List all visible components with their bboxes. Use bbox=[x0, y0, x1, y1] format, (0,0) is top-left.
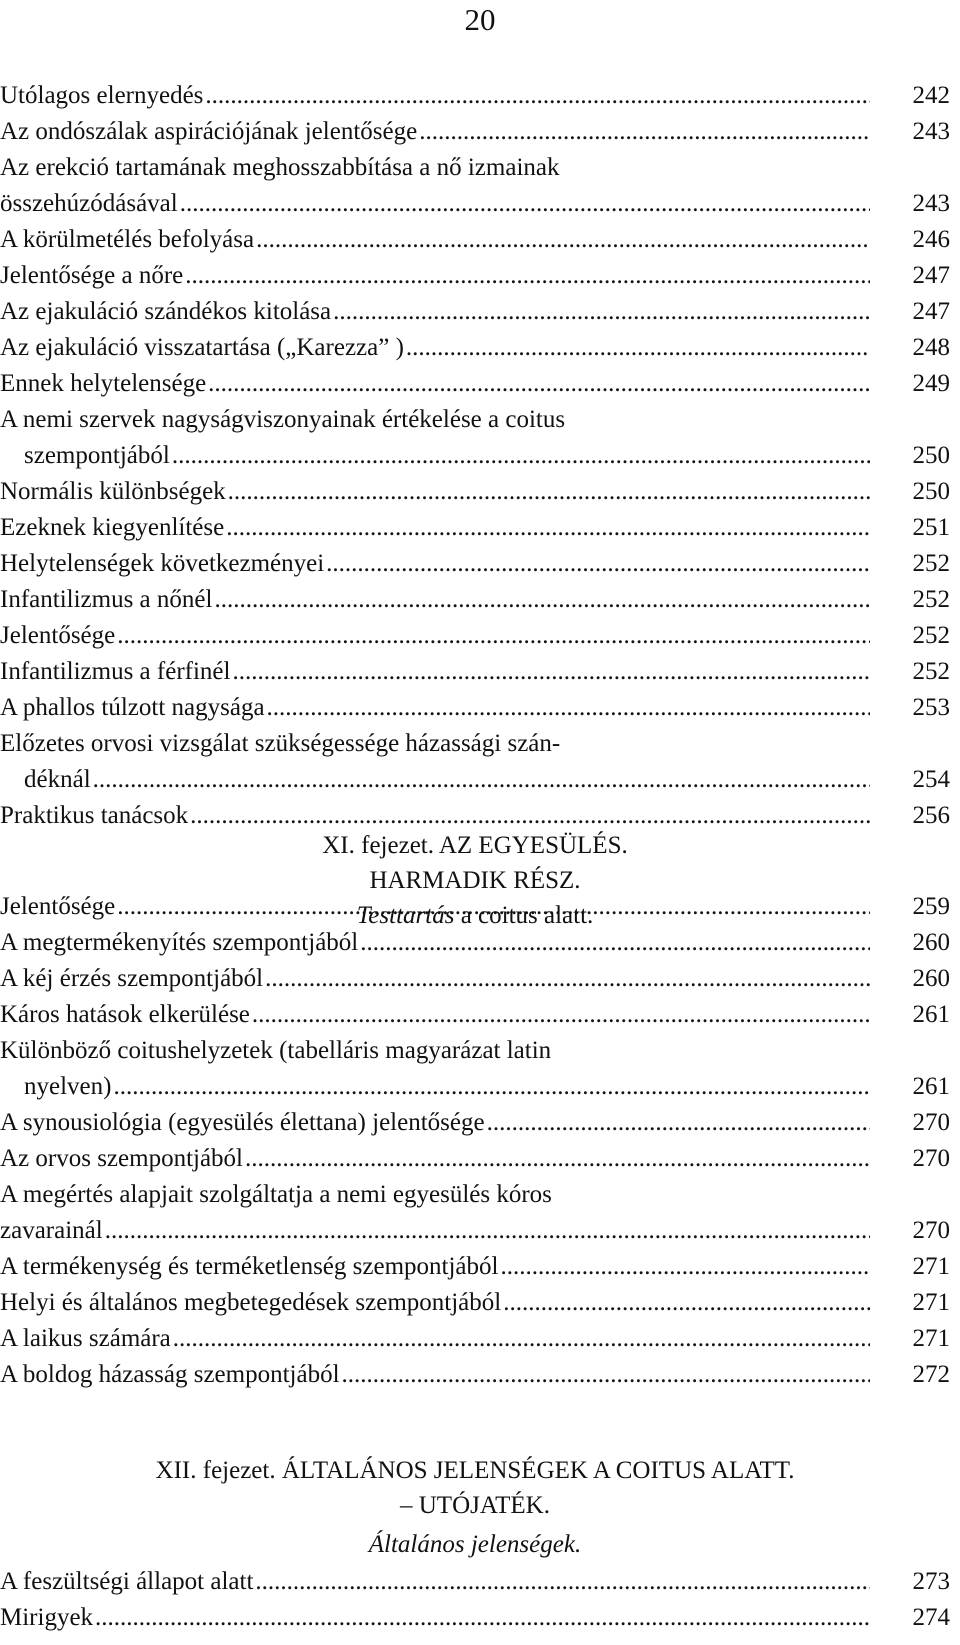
toc-entry-title: A kéj érzés szempontjából bbox=[0, 965, 264, 992]
toc-entry bbox=[0, 1141, 950, 1177]
chapter-subtitle-rest: a coitus alatt. bbox=[454, 902, 594, 929]
toc-entry-page: 270 bbox=[912, 1145, 950, 1172]
leader-dots bbox=[105, 1213, 870, 1249]
toc-entry bbox=[0, 114, 950, 150]
chapter-title-continued: – UTÓJATÉK. bbox=[400, 1492, 550, 1519]
toc-entry-page: 261 bbox=[912, 1001, 950, 1028]
toc-entry bbox=[0, 510, 950, 546]
leader-dots bbox=[93, 762, 870, 798]
leader-dots bbox=[342, 1357, 870, 1393]
toc-entry-page: 249 bbox=[912, 370, 950, 397]
toc-entry-page: 270 bbox=[912, 1217, 950, 1244]
toc-entry bbox=[0, 654, 950, 690]
leader-dots bbox=[255, 1564, 870, 1600]
toc-entry-title: Utólagos elernyedés bbox=[0, 82, 204, 109]
toc-entry-title: Az ejakuláció visszatartása („Karezza” ) bbox=[0, 334, 404, 361]
toc-entry-page: 248 bbox=[912, 334, 950, 361]
toc-entry-title-line: A megértés alapjait szolgáltatja a nemi egyesülés kóros bbox=[0, 1181, 552, 1208]
toc-entry-title: Praktikus tanácsok bbox=[0, 802, 189, 829]
toc-entry-page: 243 bbox=[912, 118, 950, 145]
toc-entry-title: A feszültségi állapot alatt bbox=[0, 1568, 254, 1595]
leader-dots bbox=[256, 222, 870, 258]
toc-entry-title: zavarainál bbox=[0, 1217, 103, 1244]
leader-dots bbox=[180, 186, 870, 222]
toc-entry-title: Normális különbségek bbox=[0, 478, 226, 505]
toc-entry-page: 260 bbox=[912, 929, 950, 956]
toc-entry bbox=[0, 438, 950, 474]
leader-dots bbox=[333, 294, 870, 330]
leader-dots bbox=[117, 889, 870, 925]
toc-entry-title: Az ondószálak aspirációjának jelentősége bbox=[0, 118, 418, 145]
toc-section-1 bbox=[0, 78, 950, 834]
toc-entry-title: Infantilizmus a férfinél bbox=[0, 658, 231, 685]
leader-dots bbox=[500, 1249, 870, 1285]
toc-entry-title: Helyi és általános megbetegedések szempontjából bbox=[0, 1289, 502, 1316]
toc-entry-title: összehúzódásával bbox=[0, 190, 178, 217]
leader-dots bbox=[503, 1285, 870, 1321]
toc-entry-title: szempontjából bbox=[24, 442, 170, 469]
leader-dots bbox=[208, 366, 870, 402]
toc-entry bbox=[0, 1564, 950, 1600]
toc-entry-page: 242 bbox=[912, 82, 950, 109]
toc-section-3 bbox=[0, 1564, 950, 1636]
toc-entry-title: Az orvos szempontjából bbox=[0, 1145, 244, 1172]
chapter-12-heading bbox=[0, 1453, 950, 1562]
toc-entry bbox=[0, 582, 950, 618]
toc-entry bbox=[0, 330, 950, 366]
toc-entry bbox=[0, 997, 950, 1033]
leader-dots bbox=[173, 1321, 870, 1357]
toc-entry bbox=[0, 618, 950, 654]
toc-entry-title-line: Különböző coitushelyzetek (tabelláris magyarázat latin bbox=[0, 1037, 552, 1064]
toc-entry-title: Ezeknek kiegyenlítése bbox=[0, 514, 225, 541]
toc-entry-title: A körülmetélés befolyása bbox=[0, 226, 255, 253]
leader-dots bbox=[185, 258, 870, 294]
toc-entry-page: 246 bbox=[912, 226, 950, 253]
chapter-subtitle-italic: Testtartás bbox=[356, 902, 455, 929]
toc-entry-title: Ennek helytelensége bbox=[0, 370, 207, 397]
leader-dots bbox=[117, 618, 870, 654]
toc-entry-title: Jelentősége bbox=[0, 893, 116, 920]
toc-entry-title: Helytelenségek következményei bbox=[0, 550, 325, 577]
toc-entry-page: 250 bbox=[912, 442, 950, 469]
toc-entry bbox=[0, 961, 950, 997]
toc-entry bbox=[0, 186, 950, 222]
toc-section-2 bbox=[0, 889, 950, 1393]
toc-entry bbox=[0, 1213, 950, 1249]
toc-entry-title: A synousiológia (egyesülés élettana) jelentősége bbox=[0, 1109, 485, 1136]
toc-entry-page: 252 bbox=[912, 658, 950, 685]
toc-entry-page: 271 bbox=[912, 1289, 950, 1316]
toc-entry bbox=[0, 474, 950, 510]
toc-entry bbox=[0, 889, 950, 925]
toc-entry-page: 252 bbox=[912, 586, 950, 613]
leader-dots bbox=[113, 1069, 870, 1105]
leader-dots bbox=[406, 330, 870, 366]
toc-entry bbox=[0, 690, 950, 726]
chapter-subtitle: Általános jelenségek. bbox=[368, 1531, 582, 1558]
toc-entry bbox=[0, 78, 950, 114]
leader-dots bbox=[232, 654, 870, 690]
toc-entry bbox=[0, 1285, 950, 1321]
toc-entry-page: 274 bbox=[912, 1604, 950, 1631]
leader-dots bbox=[326, 546, 870, 582]
toc-entry bbox=[0, 1600, 950, 1636]
toc-entry-page: 252 bbox=[912, 550, 950, 577]
toc-entry-title: nyelven) bbox=[24, 1073, 112, 1100]
toc-entry bbox=[0, 222, 950, 258]
toc-entry-page: 247 bbox=[912, 262, 950, 289]
toc-entry bbox=[0, 1249, 950, 1285]
toc-entry bbox=[0, 546, 950, 582]
toc-entry-title: A boldog házasság szempontjából bbox=[0, 1361, 340, 1388]
toc-entry bbox=[0, 1321, 950, 1357]
leader-dots bbox=[267, 690, 870, 726]
toc-entry-page: 254 bbox=[912, 766, 950, 793]
chapter-title: XI. fejezet. AZ EGYESÜLÉS. bbox=[322, 832, 628, 859]
leader-dots bbox=[226, 510, 870, 546]
leader-dots bbox=[419, 114, 870, 150]
toc-entry bbox=[0, 258, 950, 294]
toc-entry-title: Jelentősége a nőre bbox=[0, 262, 184, 289]
toc-entry-page: 243 bbox=[912, 190, 950, 217]
toc-entry-page: 272 bbox=[912, 1361, 950, 1388]
toc-entry-page: 259 bbox=[912, 893, 950, 920]
toc-entry bbox=[0, 366, 950, 402]
toc-entry-title: Mirigyek bbox=[0, 1604, 94, 1631]
part-title: HARMADIK RÉSZ. bbox=[369, 867, 581, 894]
leader-dots bbox=[172, 438, 870, 474]
leader-dots bbox=[95, 1600, 870, 1636]
toc-entry-title: Káros hatások elkerülése bbox=[0, 1001, 250, 1028]
toc-entry-title: Az ejakuláció szándékos kitolása bbox=[0, 298, 332, 325]
leader-dots bbox=[252, 997, 870, 1033]
leader-dots bbox=[205, 78, 870, 114]
toc-entry-title: A termékenység és terméketlenség szempontjából bbox=[0, 1253, 499, 1280]
toc-entry-page: 252 bbox=[912, 622, 950, 649]
toc-entry bbox=[0, 294, 950, 330]
leader-dots bbox=[487, 1105, 870, 1141]
toc-entry-page: 271 bbox=[912, 1325, 950, 1352]
page-number: 20 bbox=[464, 2, 496, 37]
toc-entry bbox=[0, 925, 950, 961]
toc-entry-page: 261 bbox=[912, 1073, 950, 1100]
toc-entry bbox=[0, 1069, 950, 1105]
leader-dots bbox=[214, 582, 870, 618]
toc-entry bbox=[0, 1105, 950, 1141]
toc-entry-title: A phallos túlzott nagysága bbox=[0, 694, 265, 721]
leader-dots bbox=[360, 925, 870, 961]
toc-entry-page: 270 bbox=[912, 1109, 950, 1136]
toc-entry-page: 271 bbox=[912, 1253, 950, 1280]
toc-entry-page: 253 bbox=[912, 694, 950, 721]
toc-entry-title-line: A nemi szervek nagyságviszonyainak értékelése a coitus bbox=[0, 406, 566, 433]
leader-dots bbox=[245, 1141, 870, 1177]
toc-entry-page: 273 bbox=[912, 1568, 950, 1595]
toc-entry-page: 256 bbox=[912, 802, 950, 829]
toc-entry bbox=[0, 1357, 950, 1393]
toc-entry-page: 260 bbox=[912, 965, 950, 992]
toc-entry-title-line: Az erekció tartamának meghosszabbítása a nő izmainak bbox=[0, 154, 560, 181]
leader-dots bbox=[265, 961, 870, 997]
toc-entry-page: 247 bbox=[912, 298, 950, 325]
toc-entry-page: 250 bbox=[912, 478, 950, 505]
toc-entry-title-line: Előzetes orvosi vizsgálat szükségessége házassági szán- bbox=[0, 730, 561, 757]
toc-entry-title: Infantilizmus a nőnél bbox=[0, 586, 213, 613]
leader-dots bbox=[228, 474, 870, 510]
toc-entry bbox=[0, 762, 950, 798]
toc-entry-title: A megtermékenyítés szempontjából bbox=[0, 929, 359, 956]
toc-entry-title: Jelentősége bbox=[0, 622, 116, 649]
toc-entry-title: A laikus számára bbox=[0, 1325, 171, 1352]
toc-entry-page: 251 bbox=[912, 514, 950, 541]
chapter-title: XII. fejezet. ÁLTALÁNOS JELENSÉGEK A COITUS ALATT. bbox=[155, 1457, 795, 1484]
toc-entry-title: déknál bbox=[24, 766, 91, 793]
